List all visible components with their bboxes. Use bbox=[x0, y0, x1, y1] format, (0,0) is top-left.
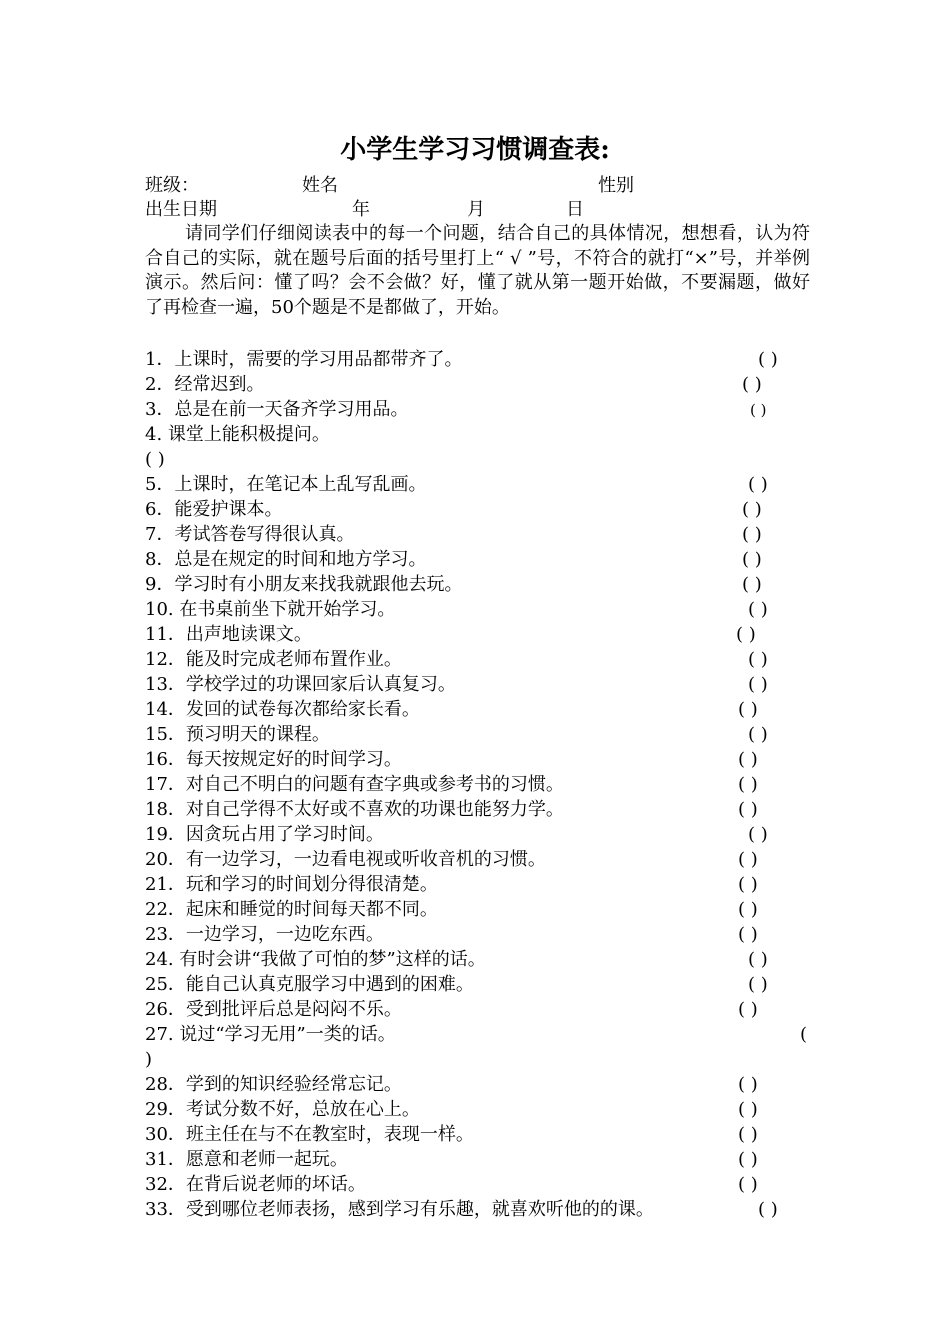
question-row bbox=[145, 348, 810, 372]
question-row bbox=[145, 823, 810, 847]
question-text: 2．经常迟到。 bbox=[145, 374, 265, 395]
question-text: 15．预习明天的课程。 bbox=[145, 724, 330, 745]
question-text: 21．玩和学习的时间划分得很清楚。 bbox=[145, 874, 438, 895]
instructions-paragraph: 请同学们仔细阅读表中的每一个问题，结合自己的具体情况，想想看，认为符合自己的实际，就在题号后面的括号里打上“ √ ”号，不符合的就打“×”号，并举例演示。然后问：懂了吗？会不会做？好，懂了就从第一题开始做，不要漏题，做好了再检查一遍，50个题是不是都做了，开始。 bbox=[145, 223, 810, 318]
answer-bracket[interactable]: ( ) bbox=[738, 874, 758, 895]
question-text: 1．上课时，需要的学习用品都带齐了。 bbox=[145, 349, 463, 370]
answer-bracket[interactable]: ( ) bbox=[738, 799, 758, 820]
question-row bbox=[145, 473, 810, 497]
question-text: 3．总是在前一天备齐学习用品。 bbox=[145, 399, 409, 420]
question-row bbox=[145, 973, 810, 997]
answer-bracket-close: ) bbox=[145, 1049, 153, 1070]
question-text: 10. 在书桌前坐下就开始学习。 bbox=[145, 599, 396, 620]
answer-bracket[interactable]: ( ) bbox=[145, 449, 165, 470]
question-row bbox=[145, 598, 810, 622]
answer-bracket[interactable]: ( ) bbox=[738, 899, 758, 920]
answer-bracket[interactable]: ( bbox=[800, 1024, 808, 1045]
answer-bracket[interactable]: ( ) bbox=[738, 774, 758, 795]
question-text: 5．上课时，在笔记本上乱写乱画。 bbox=[145, 474, 427, 495]
question-row bbox=[145, 373, 810, 397]
header-row-1 bbox=[145, 174, 810, 198]
question-text: 33．受到哪位老师表扬，感到学习有乐趣，就喜欢听他的的课。 bbox=[145, 1199, 654, 1220]
question-row bbox=[145, 898, 810, 922]
answer-bracket[interactable]: ( ) bbox=[742, 524, 762, 545]
question-row bbox=[145, 548, 810, 572]
question-row bbox=[145, 923, 810, 947]
question-row bbox=[145, 848, 810, 872]
question-text: 9．学习时有小朋友来找我就跟他去玩。 bbox=[145, 574, 463, 595]
question-text: 7．考试答卷写得很认真。 bbox=[145, 524, 355, 545]
header-row-2 bbox=[145, 198, 810, 222]
question-row bbox=[145, 1198, 810, 1222]
question-text: 18．对自己学得不太好或不喜欢的功课也能努力学。 bbox=[145, 799, 564, 820]
question-row bbox=[145, 773, 810, 797]
question-text: 8．总是在规定的时间和地方学习。 bbox=[145, 549, 427, 570]
question-text: 22．起床和睡觉的时间每天都不同。 bbox=[145, 899, 438, 920]
question-row bbox=[145, 498, 810, 522]
answer-bracket[interactable]: ( ) bbox=[738, 1099, 758, 1120]
question-row bbox=[145, 1148, 810, 1172]
question-row bbox=[145, 523, 810, 547]
answer-bracket[interactable]: ( ) bbox=[742, 549, 762, 570]
question-row bbox=[145, 873, 810, 897]
question-text: 27. 说过“学习无用”一类的话。 bbox=[145, 1024, 396, 1045]
question-row bbox=[145, 748, 810, 772]
answer-bracket[interactable]: ( ) bbox=[738, 1174, 758, 1195]
answer-bracket[interactable]: ( ) bbox=[738, 1124, 758, 1145]
answer-bracket[interactable]: ( ) bbox=[748, 674, 768, 695]
question-row bbox=[145, 1098, 810, 1122]
answer-bracket[interactable]: ( ) bbox=[738, 924, 758, 945]
question-text: 19．因贪玩占用了学习时间。 bbox=[145, 824, 384, 845]
question-row bbox=[145, 798, 810, 822]
question-text: 4. 课堂上能积极提问。 bbox=[145, 424, 330, 445]
answer-bracket[interactable]: ( ) bbox=[748, 974, 768, 995]
answer-bracket[interactable]: ( ) bbox=[750, 401, 767, 419]
answer-bracket[interactable]: ( ) bbox=[742, 499, 762, 520]
month-label: 月 bbox=[467, 199, 485, 220]
question-text: 25．能自己认真克服学习中遇到的困难。 bbox=[145, 974, 474, 995]
question-text: 11．出声地读课文。 bbox=[145, 624, 312, 645]
answer-bracket[interactable]: ( ) bbox=[738, 1149, 758, 1170]
answer-bracket[interactable]: ( ) bbox=[738, 999, 758, 1020]
question-row bbox=[145, 698, 810, 722]
question-text: 32．在背后说老师的坏话。 bbox=[145, 1174, 366, 1195]
answer-bracket[interactable]: ( ) bbox=[748, 824, 768, 845]
answer-bracket[interactable]: ( ) bbox=[748, 599, 768, 620]
answer-bracket[interactable]: ( ) bbox=[738, 1074, 758, 1095]
question-row bbox=[145, 948, 810, 972]
question-text: 31．愿意和老师一起玩。 bbox=[145, 1149, 348, 1170]
question-text: 13．学校学过的功课回家后认真复习。 bbox=[145, 674, 456, 695]
question-text: 30．班主任在与不在教室时，表现一样。 bbox=[145, 1124, 474, 1145]
question-row bbox=[145, 1073, 810, 1097]
question-row bbox=[145, 423, 810, 470]
question-text: 28．学到的知识经验经常忘记。 bbox=[145, 1074, 402, 1095]
question-text: 26．受到批评后总是闷闷不乐。 bbox=[145, 999, 402, 1020]
question-row bbox=[145, 398, 810, 422]
question-row bbox=[145, 648, 810, 672]
question-row bbox=[145, 998, 810, 1022]
class-label: 班级： bbox=[145, 175, 199, 196]
page-title: 小学生学习习惯调查表: bbox=[340, 135, 610, 165]
answer-bracket[interactable]: ( ) bbox=[748, 949, 768, 970]
answer-bracket[interactable]: ( ) bbox=[738, 749, 758, 770]
question-row bbox=[145, 1173, 810, 1197]
question-row bbox=[145, 723, 810, 747]
answer-bracket[interactable]: ( ) bbox=[742, 374, 762, 395]
birth-date-label: 出生日期 bbox=[145, 199, 217, 220]
gender-label: 性别 bbox=[598, 175, 634, 196]
question-row bbox=[145, 673, 810, 697]
question-row bbox=[145, 573, 810, 597]
question-text: 6．能爱护课本。 bbox=[145, 499, 283, 520]
answer-bracket[interactable]: ( ) bbox=[736, 624, 756, 645]
question-text: 16．每天按规定好的时间学习。 bbox=[145, 749, 402, 770]
answer-bracket[interactable]: ( ) bbox=[738, 699, 758, 720]
year-label: 年 bbox=[352, 199, 370, 220]
question-row bbox=[145, 1123, 810, 1147]
answer-bracket[interactable]: ( ) bbox=[758, 1199, 778, 1220]
answer-bracket[interactable]: ( ) bbox=[748, 724, 768, 745]
answer-bracket[interactable]: ( ) bbox=[738, 849, 758, 870]
answer-bracket[interactable]: ( ) bbox=[742, 574, 762, 595]
answer-bracket[interactable]: ( ) bbox=[758, 349, 778, 370]
question-row bbox=[145, 623, 810, 647]
question-text: 20．有一边学习，一边看电视或听收音机的习惯。 bbox=[145, 849, 546, 870]
question-text: 12．能及时完成老师布置作业。 bbox=[145, 649, 402, 670]
name-label: 姓名 bbox=[302, 175, 338, 196]
question-text: 17．对自己不明白的问题有查字典或参考书的习惯。 bbox=[145, 774, 564, 795]
question-text: 24. 有时会讲“我做了可怕的梦”这样的话。 bbox=[145, 949, 486, 970]
question-row bbox=[145, 1023, 810, 1070]
answer-bracket[interactable]: ( ) bbox=[748, 649, 768, 670]
day-label: 日 bbox=[566, 199, 584, 220]
answer-bracket[interactable]: ( ) bbox=[748, 474, 768, 495]
question-text: 29．考试分数不好，总放在心上。 bbox=[145, 1099, 420, 1120]
question-text: 23．一边学习，一边吃东西。 bbox=[145, 924, 384, 945]
question-text: 14．发回的试卷每次都给家长看。 bbox=[145, 699, 420, 720]
